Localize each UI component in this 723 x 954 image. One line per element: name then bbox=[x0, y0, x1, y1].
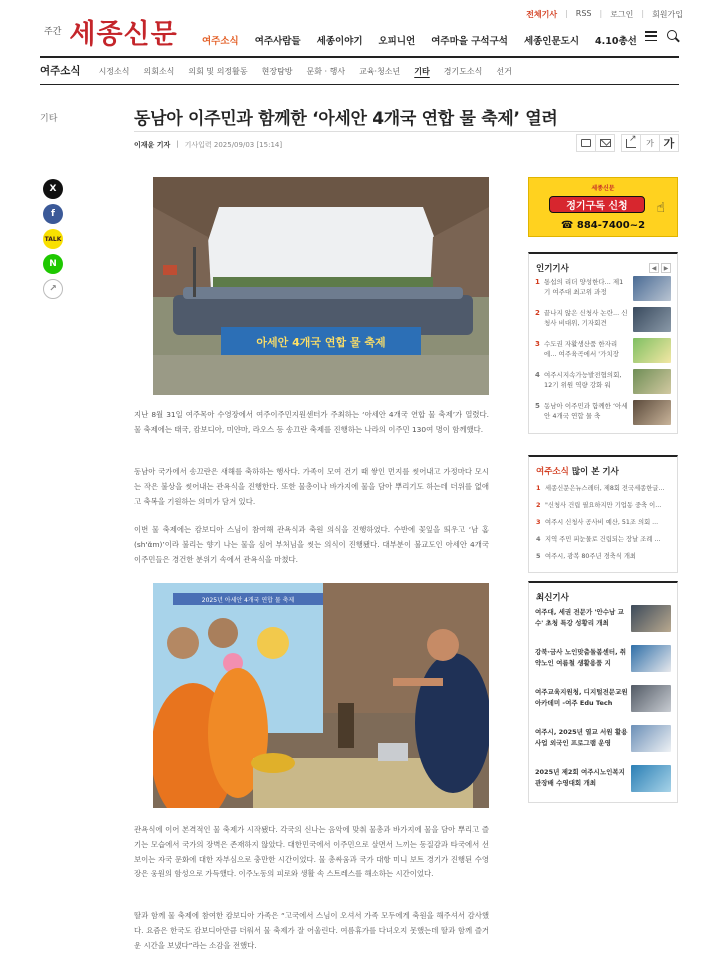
list-item[interactable] bbox=[529, 307, 677, 338]
list-item[interactable] bbox=[529, 479, 677, 496]
thumbnail bbox=[631, 725, 671, 752]
login-link[interactable]: 로그인 bbox=[610, 10, 634, 19]
rank-text: 수도권 자활생산품 한자리에... 여주육곡에서 '가치장 bbox=[544, 340, 619, 358]
latest-title: 최신기사 bbox=[536, 593, 569, 603]
subnav-item[interactable]: 선거 bbox=[496, 67, 512, 76]
list-item[interactable] bbox=[529, 765, 677, 805]
ad-brand: 세종신문 bbox=[591, 185, 615, 192]
thumbnail bbox=[631, 645, 671, 672]
list-item[interactable] bbox=[529, 685, 677, 725]
rank-number: 5 bbox=[536, 551, 541, 560]
rank-number: 2 bbox=[535, 309, 540, 317]
most-viewed-articles bbox=[528, 455, 678, 573]
signup-link[interactable]: 회원가입 bbox=[652, 10, 683, 19]
header-icons bbox=[645, 30, 679, 42]
search-icon[interactable] bbox=[667, 30, 679, 42]
rank-text: 통섭의 리더 양성한다... 제1기 여주대 최고위 과정 bbox=[544, 278, 624, 296]
section-label: 기타 bbox=[40, 114, 58, 124]
rank-number: 3 bbox=[535, 340, 540, 348]
rank-number: 1 bbox=[535, 278, 540, 286]
subnav-item[interactable]: 의회소식 bbox=[143, 67, 175, 76]
rank-number: 4 bbox=[535, 371, 540, 379]
divider: | bbox=[565, 9, 568, 18]
share-more-icon[interactable]: ↗ bbox=[43, 279, 63, 299]
menu-icon[interactable] bbox=[645, 31, 657, 41]
subnav-item[interactable]: 시정소식 bbox=[98, 67, 130, 76]
nav-opinion[interactable]: 오피니언 bbox=[378, 36, 416, 47]
article-paragraph: 동남아 국가에서 송끄란은 새해를 축하하는 행사다. 가족이 모여 건기 때 쌓인 먼지를 씻어내고 가정마다 모시는 작은 불상을 씻어내는 관욕식을 진행한다. 또한 물총이나 바가지에 물을 담아 뿌리기도 하는데 더위를 없애고 축복을 기원하는 의미가 담겨 있다. bbox=[134, 467, 489, 506]
thumbnail bbox=[633, 307, 671, 332]
rank-text: 여주시지속가능발전협의회, 12기 위원 역량 강화 워 bbox=[544, 371, 622, 389]
article-photo-group bbox=[153, 177, 489, 395]
kakaotalk-share-icon[interactable]: TALK bbox=[43, 229, 63, 249]
rank-number: 3 bbox=[536, 517, 541, 526]
article-photo-ceremony bbox=[153, 583, 489, 808]
article-tools bbox=[577, 134, 679, 152]
byline bbox=[134, 140, 282, 150]
list-item[interactable] bbox=[529, 530, 677, 547]
thumbnail bbox=[631, 605, 671, 632]
share-icon bbox=[626, 139, 636, 148]
latest-text: 2025년 제2회 여주시노인복지관장배 수영대회 개최 bbox=[535, 768, 625, 787]
subnav-item[interactable]: 문화 · 행사 bbox=[306, 67, 346, 76]
all-articles-link[interactable]: 전체기사 bbox=[526, 10, 558, 19]
subnav-item[interactable]: 현장탐방 bbox=[261, 67, 293, 76]
logo-name: 세종신문 bbox=[69, 19, 178, 50]
list-item[interactable] bbox=[529, 645, 677, 685]
group-photo-banner: 아세안 4개국 연합 물 축제 bbox=[256, 336, 386, 349]
list-item[interactable] bbox=[529, 605, 677, 645]
divider: | bbox=[176, 140, 179, 148]
ceremony-photo-banner: 2025년 아세안 4개국 연합 물 축제 bbox=[201, 597, 295, 604]
latest-text: 여주대, 세권 전문가 '안수남 교수' 초청 특강 성황리 개최 bbox=[535, 608, 624, 627]
most-viewed-title-accent: 여주소식 bbox=[536, 467, 569, 477]
thumbnail bbox=[633, 338, 671, 363]
subnav-item-active[interactable]: 기타 bbox=[414, 67, 430, 76]
group-photo-illustration bbox=[153, 177, 489, 395]
most-viewed-title-rest: 많이 본 기사 bbox=[568, 467, 619, 477]
nav-humanities-city[interactable]: 세종인문도시 bbox=[523, 36, 580, 47]
rank-number: 4 bbox=[536, 534, 541, 543]
rank-number: 2 bbox=[536, 500, 541, 509]
article-title: 동남아 이주민과 함께한 ‘아세안 4개국 연합 물 축제’ 열려 bbox=[134, 109, 558, 129]
list-item[interactable] bbox=[529, 400, 677, 431]
facebook-share-icon[interactable]: f bbox=[43, 204, 63, 224]
nav-election[interactable]: 4.10총선 bbox=[595, 36, 637, 47]
ad-phone: ☎ 884-7400~2 bbox=[560, 220, 646, 231]
rank-text: 여주시, 광복 80주년 경축식 개최 bbox=[545, 553, 637, 560]
rank-number: 1 bbox=[536, 483, 541, 492]
rank-text: 동남아 이주민과 함께한 ‘아세안 4개국 연합 물 축 bbox=[544, 402, 628, 420]
list-item[interactable] bbox=[529, 338, 677, 369]
share-button[interactable] bbox=[621, 134, 641, 152]
list-item[interactable] bbox=[529, 369, 677, 400]
rank-text: 여주시 신청사 공사비 예산, 51조 의회 ... bbox=[545, 519, 659, 526]
print-button[interactable] bbox=[576, 134, 596, 152]
subnav-category[interactable]: 여주소식 bbox=[40, 65, 81, 77]
rank-text: 지역 주민 피눈물로 건립되는 장날 조례 ... bbox=[545, 536, 661, 543]
subnav-item[interactable]: 의회 및 의정활동 bbox=[188, 67, 248, 76]
pointer-hand-icon: ☝ bbox=[656, 200, 665, 216]
rank-text: 세종신문은뉴스레터, 제8회 전국세종한글... bbox=[545, 485, 665, 492]
list-item[interactable] bbox=[529, 725, 677, 765]
prev-icon[interactable]: ◀ bbox=[649, 263, 659, 273]
nav-sejong-story[interactable]: 세종이야기 bbox=[316, 36, 363, 47]
logo-weekly: 주간 bbox=[44, 27, 62, 37]
thumbnail bbox=[633, 276, 671, 301]
utility-links bbox=[526, 9, 683, 20]
rank-text: "신청사 건립 필요하지만 기업동 중축 이... bbox=[545, 502, 662, 509]
font-larger-button[interactable]: 가 bbox=[659, 134, 679, 152]
main-nav bbox=[202, 33, 637, 47]
latest-text: 강북·금사 노인맞춤돌봄센터, 취약노인 여름철 생활용품 지 bbox=[535, 648, 627, 667]
list-item[interactable] bbox=[529, 276, 677, 307]
list-item[interactable] bbox=[529, 547, 677, 564]
article-paragraph: 딸과 함께 물 축제에 참여한 캄보디아 가족은 “고국에서 스님이 오셔서 가족 모두에게 축원을 해주셔서 감사했다. 요즘은 한국도 캄보디아만큼 더워서 물 축제가 잘 어울린다. 여름휴가를 다녀오지 못했는데 딸과 함께 즐거운 시간을 보냈다”라는 소감을 전했다. bbox=[134, 911, 489, 950]
subscribe-button[interactable]: 정기구독 신청 bbox=[549, 196, 645, 213]
subscription-banner[interactable] bbox=[528, 177, 678, 237]
article-date: 기사입력 2025/09/03 [15:14] bbox=[184, 141, 283, 149]
rank-text: 끝나지 않은 신청사 논란... 신청사 비대위, 기자회견 bbox=[544, 309, 628, 327]
nav-yeoju-news[interactable]: 여주소식 bbox=[202, 36, 239, 47]
rss-link[interactable]: RSS bbox=[575, 9, 592, 18]
ceremony-photo-illustration bbox=[153, 583, 489, 808]
list-item[interactable] bbox=[529, 496, 677, 513]
article-paragraph: 관욕식에 이어 본격적인 물 축제가 시작됐다. 각국의 신나는 음악에 맞춰 물총과 바가지에 물을 담아 뿌리고 즐기는 모습에서 국가의 장벽은 존재하지 않았다. 대한민국에서 이주민으로 살면서 느끼는 동질감과 타국에서 선보이는 자국 문화에 대한 자부심으로 충만한 시간이었다. 물 총싸움과 국가 대항 미니 보트 경기가 진행된 수영장은 웅원의 함성으로 가득했다. 이주노동의 피로와 생활 속 스트레스를 해소하는 시간이었다. bbox=[134, 825, 489, 879]
title-divider bbox=[134, 131, 679, 132]
list-item[interactable] bbox=[529, 513, 677, 530]
font-smaller-button[interactable]: 가 bbox=[640, 134, 660, 152]
subnav-item[interactable]: 경기도소식 bbox=[443, 67, 483, 76]
nav-village[interactable]: 여주마을 구석구석 bbox=[431, 36, 508, 47]
popular-articles bbox=[528, 252, 678, 434]
thumbnail bbox=[633, 369, 671, 394]
rank-number: 5 bbox=[535, 402, 540, 410]
popular-pager bbox=[649, 263, 671, 273]
sub-nav bbox=[40, 63, 512, 78]
article-paragraph: 지난 8월 31일 여주목아 수영장에서 여주이주민지원센터가 주최하는 ‘아세안 4개국 연합 물 축제’가 열렸다. 물 축제에는 태국, 캄보디아, 미얀마, 라오스 등 송끄란 축제를 진행하는 나라의 이주민 130여 명이 함께했다. bbox=[134, 410, 489, 434]
thumbnail bbox=[631, 685, 671, 712]
nav-yeoju-people[interactable]: 여주사람들 bbox=[254, 36, 301, 47]
article-paragraph: 이번 물 축제에는 캄보디아 스님이 참여해 관욕식과 축원 의식을 진행하였다. 수반에 꽃잎을 띄우고 ‘남 홈(sh'ᾰm)’이라 불리는 향기 나는 물을 심어 부처님을 씻는 의식이 진행됐다. 대부분이 불교도인 아세안 4개국 이주민들은 경건한 분위기 속에서 관욕식을 마쳤다. bbox=[134, 525, 489, 564]
popular-title: 인기기사 bbox=[536, 264, 569, 274]
x-share-icon[interactable]: X bbox=[43, 179, 63, 199]
next-icon[interactable]: ▶ bbox=[661, 263, 671, 273]
divider: | bbox=[599, 9, 603, 18]
subnav-divider bbox=[40, 84, 679, 85]
naver-share-icon[interactable]: N bbox=[43, 254, 63, 274]
social-share bbox=[43, 179, 63, 299]
latest-articles bbox=[528, 581, 678, 803]
email-button[interactable] bbox=[595, 134, 615, 152]
thumbnail bbox=[633, 400, 671, 425]
thumbnail bbox=[631, 765, 671, 792]
latest-text: 여주시, 2025년 열교 서원 활용사업 외국인 프로그램 운영 bbox=[535, 728, 628, 747]
header-divider bbox=[40, 56, 679, 58]
writer-name[interactable]: 이재윤 기자 bbox=[134, 141, 171, 149]
print-icon bbox=[581, 139, 591, 147]
divider: | bbox=[641, 9, 645, 18]
mail-icon bbox=[600, 139, 611, 147]
most-viewed-title bbox=[529, 457, 677, 479]
subnav-item[interactable]: 교육·청소년 bbox=[359, 67, 401, 76]
latest-text: 여주교육지원청, 디지털전문교원아카데미 -여주 Edu Tech bbox=[535, 688, 628, 707]
site-logo[interactable] bbox=[44, 12, 178, 51]
